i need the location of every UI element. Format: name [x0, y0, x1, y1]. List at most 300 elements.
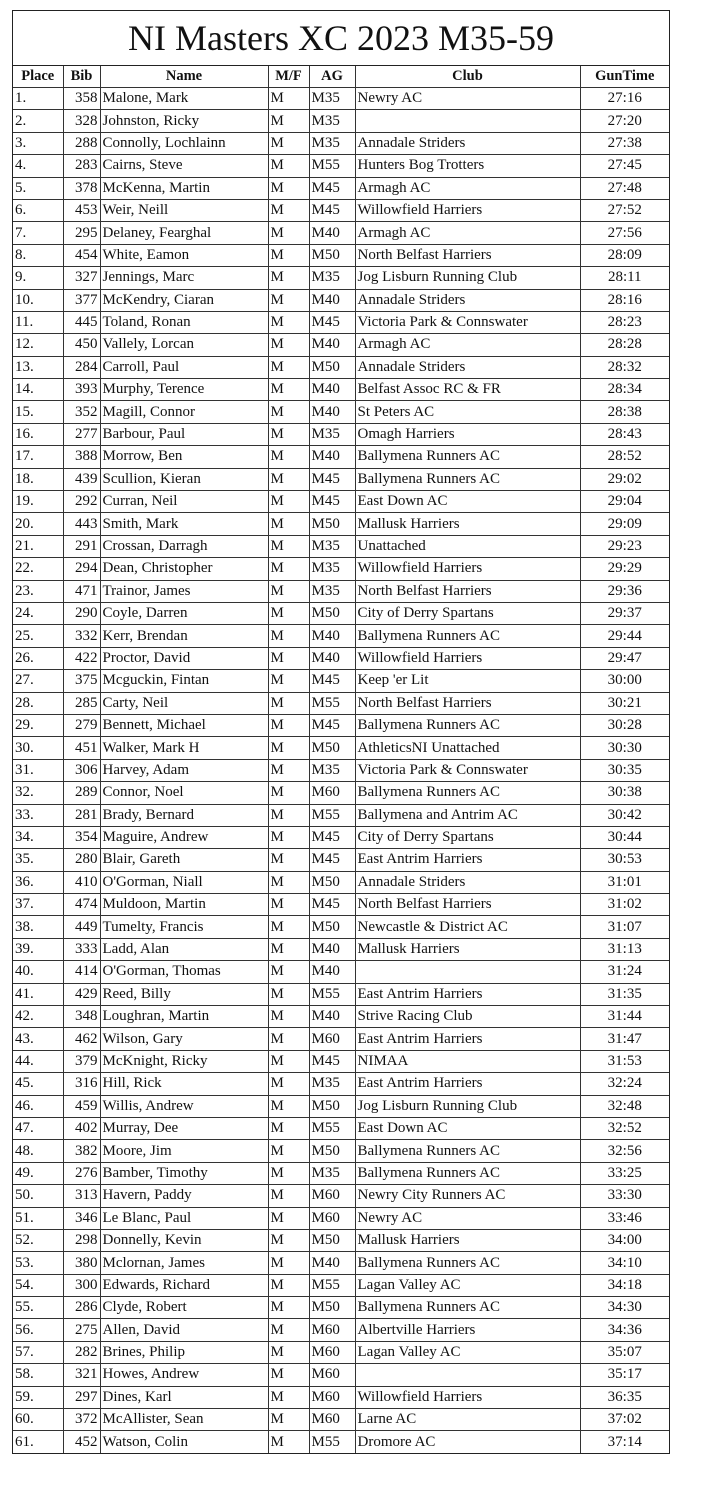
gun-time-cell: 29:29 [580, 558, 669, 580]
age-group-cell: M55 [309, 983, 355, 1005]
gender-cell: M [268, 401, 309, 423]
club-cell: City of Derry Spartans [355, 826, 580, 848]
table-row [13, 558, 669, 580]
gender-cell: M [268, 625, 309, 647]
age-group-cell: M45 [309, 670, 355, 692]
bib-cell: 290 [63, 602, 100, 624]
table-row [13, 804, 669, 826]
gender-cell: M [268, 871, 309, 893]
bib-cell: 422 [63, 647, 100, 669]
bib-cell: 298 [63, 1229, 100, 1251]
name-cell: McKnight, Ricky [100, 1050, 268, 1072]
age-group-cell: M45 [309, 311, 355, 333]
age-group-cell: M45 [309, 714, 355, 736]
place-cell: 30. [13, 737, 63, 759]
gun-time-cell: 33:25 [580, 1162, 669, 1184]
club-cell [355, 1364, 580, 1386]
bib-cell: 300 [63, 1274, 100, 1296]
bib-cell: 275 [63, 1319, 100, 1341]
bib-cell: 328 [63, 110, 100, 132]
place-cell: 40. [13, 961, 63, 983]
bib-cell: 313 [63, 1185, 100, 1207]
gun-time-cell: 34:30 [580, 1297, 669, 1319]
club-cell: Annadale Striders [355, 356, 580, 378]
age-group-cell: M50 [309, 602, 355, 624]
bib-cell: 352 [63, 401, 100, 423]
table-row [13, 244, 669, 266]
name-cell: Scullion, Kieran [100, 468, 268, 490]
table-row [13, 826, 669, 848]
club-cell: Jog Lisburn Running Club [355, 267, 580, 289]
age-group-cell: M45 [309, 199, 355, 221]
name-cell: Bennett, Michael [100, 714, 268, 736]
table-row [13, 737, 669, 759]
place-cell: 32. [13, 782, 63, 804]
bib-cell: 439 [63, 468, 100, 490]
club-cell: Willowfield Harriers [355, 1386, 580, 1408]
club-cell: Ballymena Runners AC [355, 1252, 580, 1274]
header-place: Place [13, 66, 63, 88]
bib-cell: 332 [63, 625, 100, 647]
age-group-cell: M35 [309, 132, 355, 154]
gender-cell: M [268, 692, 309, 714]
table-row [13, 513, 669, 535]
place-cell: 3. [13, 132, 63, 154]
age-group-cell: M50 [309, 1297, 355, 1319]
table-row [13, 1140, 669, 1162]
table-row [13, 535, 669, 557]
club-cell: Unattached [355, 535, 580, 557]
bib-cell: 388 [63, 446, 100, 468]
club-cell: Jog Lisburn Running Club [355, 1095, 580, 1117]
gender-cell: M [268, 1297, 309, 1319]
name-cell: Brines, Philip [100, 1341, 268, 1363]
table-row [13, 110, 669, 132]
age-group-cell: M45 [309, 1050, 355, 1072]
name-cell: White, Eamon [100, 244, 268, 266]
age-group-cell: M60 [309, 1185, 355, 1207]
table-row [13, 1229, 669, 1251]
name-cell: McKenna, Martin [100, 177, 268, 199]
age-group-cell: M35 [309, 535, 355, 557]
age-group-cell: M50 [309, 1095, 355, 1117]
place-cell: 7. [13, 222, 63, 244]
table-row [13, 379, 669, 401]
gender-cell: M [268, 491, 309, 513]
gender-cell: M [268, 222, 309, 244]
gun-time-cell: 29:37 [580, 602, 669, 624]
table-row [13, 983, 669, 1005]
gun-time-cell: 31:01 [580, 871, 669, 893]
place-cell: 42. [13, 1006, 63, 1028]
gun-time-cell: 32:52 [580, 1117, 669, 1139]
table-row [13, 1207, 669, 1229]
gun-time-cell: 30:35 [580, 759, 669, 781]
name-cell: Vallely, Lorcan [100, 334, 268, 356]
gun-time-cell: 35:07 [580, 1341, 669, 1363]
place-cell: 9. [13, 267, 63, 289]
bib-cell: 286 [63, 1297, 100, 1319]
place-cell: 57. [13, 1341, 63, 1363]
bib-cell: 354 [63, 826, 100, 848]
table-row [13, 961, 669, 983]
club-cell: Annadale Striders [355, 132, 580, 154]
gender-cell: M [268, 580, 309, 602]
club-cell [355, 961, 580, 983]
club-cell: Armagh AC [355, 334, 580, 356]
table-row [13, 1006, 669, 1028]
name-cell: Morrow, Ben [100, 446, 268, 468]
club-cell: Mallusk Harriers [355, 938, 580, 960]
club-cell: Dromore AC [355, 1431, 580, 1453]
place-cell: 58. [13, 1364, 63, 1386]
age-group-cell: M40 [309, 446, 355, 468]
bib-cell: 306 [63, 759, 100, 781]
age-group-cell: M35 [309, 759, 355, 781]
gun-time-cell: 28:32 [580, 356, 669, 378]
club-cell: East Antrim Harriers [355, 1073, 580, 1095]
table-row [13, 602, 669, 624]
name-cell: Connor, Noel [100, 782, 268, 804]
table-row [13, 1431, 669, 1453]
bib-cell: 283 [63, 155, 100, 177]
gender-cell: M [268, 558, 309, 580]
gun-time-cell: 29:04 [580, 491, 669, 513]
gun-time-cell: 28:28 [580, 334, 669, 356]
club-cell: North Belfast Harriers [355, 244, 580, 266]
gun-time-cell: 31:07 [580, 916, 669, 938]
place-cell: 17. [13, 446, 63, 468]
gender-cell: M [268, 714, 309, 736]
age-group-cell: M40 [309, 334, 355, 356]
age-group-cell: M55 [309, 804, 355, 826]
gun-time-cell: 31:35 [580, 983, 669, 1005]
place-cell: 28. [13, 692, 63, 714]
club-cell: East Antrim Harriers [355, 849, 580, 871]
place-cell: 51. [13, 1207, 63, 1229]
club-cell: Omagh Harriers [355, 423, 580, 445]
gender-cell: M [268, 1274, 309, 1296]
age-group-cell: M50 [309, 513, 355, 535]
gun-time-cell: 34:18 [580, 1274, 669, 1296]
table-row [13, 1162, 669, 1184]
name-cell: Dean, Christopher [100, 558, 268, 580]
bib-cell: 289 [63, 782, 100, 804]
club-cell: Newry AC [355, 88, 580, 110]
name-cell: Trainor, James [100, 580, 268, 602]
name-cell: Havern, Paddy [100, 1185, 268, 1207]
name-cell: Watson, Colin [100, 1431, 268, 1453]
place-cell: 33. [13, 804, 63, 826]
age-group-cell: M35 [309, 1162, 355, 1184]
name-cell: Murphy, Terence [100, 379, 268, 401]
table-row [13, 647, 669, 669]
place-cell: 60. [13, 1409, 63, 1431]
age-group-cell: M45 [309, 177, 355, 199]
place-cell: 23. [13, 580, 63, 602]
gun-time-cell: 36:35 [580, 1386, 669, 1408]
gender-cell: M [268, 804, 309, 826]
place-cell: 20. [13, 513, 63, 535]
age-group-cell: M35 [309, 88, 355, 110]
gun-time-cell: 32:24 [580, 1073, 669, 1095]
gender-cell: M [268, 155, 309, 177]
gender-cell: M [268, 1162, 309, 1184]
age-group-cell: M40 [309, 401, 355, 423]
name-cell: Connolly, Lochlainn [100, 132, 268, 154]
gun-time-cell: 28:16 [580, 289, 669, 311]
club-cell: Lagan Valley AC [355, 1341, 580, 1363]
gun-time-cell: 29:36 [580, 580, 669, 602]
bib-cell: 277 [63, 423, 100, 445]
age-group-cell: M55 [309, 1274, 355, 1296]
place-cell: 29. [13, 714, 63, 736]
bib-cell: 348 [63, 1006, 100, 1028]
bib-cell: 316 [63, 1073, 100, 1095]
place-cell: 27. [13, 670, 63, 692]
table-row [13, 132, 669, 154]
table-row [13, 1297, 669, 1319]
table-row [13, 1117, 669, 1139]
results-sheet [12, 10, 670, 1454]
name-cell: Smith, Mark [100, 513, 268, 535]
gun-time-cell: 31:44 [580, 1006, 669, 1028]
table-row [13, 491, 669, 513]
table-row [13, 692, 669, 714]
bib-cell: 450 [63, 334, 100, 356]
place-cell: 25. [13, 625, 63, 647]
table-row [13, 938, 669, 960]
age-group-cell: M60 [309, 1207, 355, 1229]
bib-cell: 282 [63, 1341, 100, 1363]
age-group-cell: M40 [309, 625, 355, 647]
gender-cell: M [268, 849, 309, 871]
gun-time-cell: 27:52 [580, 199, 669, 221]
name-cell: Loughran, Martin [100, 1006, 268, 1028]
gender-cell: M [268, 1050, 309, 1072]
header-mf: M/F [268, 66, 309, 88]
bib-cell: 380 [63, 1252, 100, 1274]
gender-cell: M [268, 1140, 309, 1162]
age-group-cell: M50 [309, 1229, 355, 1251]
bib-cell: 358 [63, 88, 100, 110]
gender-cell: M [268, 1117, 309, 1139]
place-cell: 49. [13, 1162, 63, 1184]
age-group-cell: M60 [309, 1386, 355, 1408]
gender-cell: M [268, 177, 309, 199]
gun-time-cell: 32:56 [580, 1140, 669, 1162]
club-cell: Hunters Bog Trotters [355, 155, 580, 177]
gun-time-cell: 31:02 [580, 894, 669, 916]
bib-cell: 279 [63, 714, 100, 736]
header-ag: AG [309, 66, 355, 88]
gender-cell: M [268, 1319, 309, 1341]
club-cell: Ballymena and Antrim AC [355, 804, 580, 826]
club-cell: Ballymena Runners AC [355, 1162, 580, 1184]
bib-cell: 429 [63, 983, 100, 1005]
document-title: NI Masters XC 2023 M35-59 [13, 11, 669, 66]
name-cell: Blair, Gareth [100, 849, 268, 871]
gun-time-cell: 29:23 [580, 535, 669, 557]
results-body [13, 88, 669, 1453]
place-cell: 2. [13, 110, 63, 132]
place-cell: 4. [13, 155, 63, 177]
gender-cell: M [268, 1207, 309, 1229]
gun-time-cell: 27:45 [580, 155, 669, 177]
name-cell: Weir, Neill [100, 199, 268, 221]
gender-cell: M [268, 1229, 309, 1251]
name-cell: Mcguckin, Fintan [100, 670, 268, 692]
gun-time-cell: 35:17 [580, 1364, 669, 1386]
gender-cell: M [268, 88, 309, 110]
age-group-cell: M60 [309, 782, 355, 804]
name-cell: Magill, Connor [100, 401, 268, 423]
gun-time-cell: 28:09 [580, 244, 669, 266]
age-group-cell: M60 [309, 1409, 355, 1431]
gun-time-cell: 34:00 [580, 1229, 669, 1251]
bib-cell: 377 [63, 289, 100, 311]
name-cell: Murray, Dee [100, 1117, 268, 1139]
header-bib: Bib [63, 66, 100, 88]
name-cell: Carroll, Paul [100, 356, 268, 378]
name-cell: Coyle, Darren [100, 602, 268, 624]
place-cell: 10. [13, 289, 63, 311]
gender-cell: M [268, 446, 309, 468]
bib-cell: 402 [63, 1117, 100, 1139]
age-group-cell: M45 [309, 894, 355, 916]
age-group-cell: M60 [309, 1341, 355, 1363]
table-row [13, 289, 669, 311]
club-cell: East Antrim Harriers [355, 983, 580, 1005]
bib-cell: 294 [63, 558, 100, 580]
bib-cell: 280 [63, 849, 100, 871]
name-cell: O'Gorman, Niall [100, 871, 268, 893]
table-row [13, 759, 669, 781]
name-cell: Walker, Mark H [100, 737, 268, 759]
bib-cell: 295 [63, 222, 100, 244]
table-row [13, 670, 669, 692]
bib-cell: 372 [63, 1409, 100, 1431]
name-cell: Johnston, Ricky [100, 110, 268, 132]
age-group-cell: M35 [309, 580, 355, 602]
bib-cell: 327 [63, 267, 100, 289]
bib-cell: 471 [63, 580, 100, 602]
header-club: Club [355, 66, 580, 88]
age-group-cell: M35 [309, 110, 355, 132]
club-cell: East Down AC [355, 491, 580, 513]
name-cell: Willis, Andrew [100, 1095, 268, 1117]
gun-time-cell: 30:38 [580, 782, 669, 804]
age-group-cell: M40 [309, 938, 355, 960]
place-cell: 18. [13, 468, 63, 490]
gender-cell: M [268, 334, 309, 356]
name-cell: Harvey, Adam [100, 759, 268, 781]
bib-cell: 378 [63, 177, 100, 199]
place-cell: 37. [13, 894, 63, 916]
table-row [13, 871, 669, 893]
gun-time-cell: 30:21 [580, 692, 669, 714]
age-group-cell: M40 [309, 1006, 355, 1028]
gender-cell: M [268, 468, 309, 490]
table-row [13, 88, 669, 110]
table-row [13, 1341, 669, 1363]
table-row [13, 446, 669, 468]
club-cell: Ballymena Runners AC [355, 1297, 580, 1319]
age-group-cell: M60 [309, 1364, 355, 1386]
bib-cell: 284 [63, 356, 100, 378]
place-cell: 5. [13, 177, 63, 199]
age-group-cell: M55 [309, 1431, 355, 1453]
table-row [13, 1319, 669, 1341]
club-cell: Albertville Harriers [355, 1319, 580, 1341]
gun-time-cell: 30:44 [580, 826, 669, 848]
name-cell: Crossan, Darragh [100, 535, 268, 557]
gender-cell: M [268, 1073, 309, 1095]
bib-cell: 292 [63, 491, 100, 513]
bib-cell: 449 [63, 916, 100, 938]
table-row [13, 1073, 669, 1095]
gun-time-cell: 28:43 [580, 423, 669, 445]
name-cell: Delaney, Fearghal [100, 222, 268, 244]
gun-time-cell: 33:30 [580, 1185, 669, 1207]
age-group-cell: M50 [309, 356, 355, 378]
place-cell: 31. [13, 759, 63, 781]
age-group-cell: M35 [309, 267, 355, 289]
gun-time-cell: 31:13 [580, 938, 669, 960]
club-cell: East Down AC [355, 1117, 580, 1139]
club-cell: Belfast Assoc RC & FR [355, 379, 580, 401]
club-cell: Larne AC [355, 1409, 580, 1431]
name-cell: Barbour, Paul [100, 423, 268, 445]
club-cell: North Belfast Harriers [355, 692, 580, 714]
header-row [13, 66, 669, 88]
gender-cell: M [268, 782, 309, 804]
bib-cell: 410 [63, 871, 100, 893]
club-cell: Keep 'er Lit [355, 670, 580, 692]
place-cell: 43. [13, 1028, 63, 1050]
club-cell: Ballymena Runners AC [355, 714, 580, 736]
club-cell: East Antrim Harriers [355, 1028, 580, 1050]
place-cell: 41. [13, 983, 63, 1005]
name-cell: Proctor, David [100, 647, 268, 669]
table-row [13, 1274, 669, 1296]
bib-cell: 288 [63, 132, 100, 154]
table-row [13, 894, 669, 916]
gender-cell: M [268, 110, 309, 132]
place-cell: 24. [13, 602, 63, 624]
place-cell: 45. [13, 1073, 63, 1095]
bib-cell: 375 [63, 670, 100, 692]
gender-cell: M [268, 379, 309, 401]
club-cell: Victoria Park & Connswater [355, 311, 580, 333]
age-group-cell: M55 [309, 692, 355, 714]
bib-cell: 321 [63, 1364, 100, 1386]
gender-cell: M [268, 737, 309, 759]
age-group-cell: M40 [309, 289, 355, 311]
gun-time-cell: 31:24 [580, 961, 669, 983]
place-cell: 38. [13, 916, 63, 938]
gun-time-cell: 34:10 [580, 1252, 669, 1274]
bib-cell: 459 [63, 1095, 100, 1117]
club-cell: North Belfast Harriers [355, 894, 580, 916]
name-cell: Carty, Neil [100, 692, 268, 714]
gun-time-cell: 34:36 [580, 1319, 669, 1341]
place-cell: 50. [13, 1185, 63, 1207]
gun-time-cell: 27:38 [580, 132, 669, 154]
gun-time-cell: 27:48 [580, 177, 669, 199]
gender-cell: M [268, 961, 309, 983]
club-cell: City of Derry Spartans [355, 602, 580, 624]
